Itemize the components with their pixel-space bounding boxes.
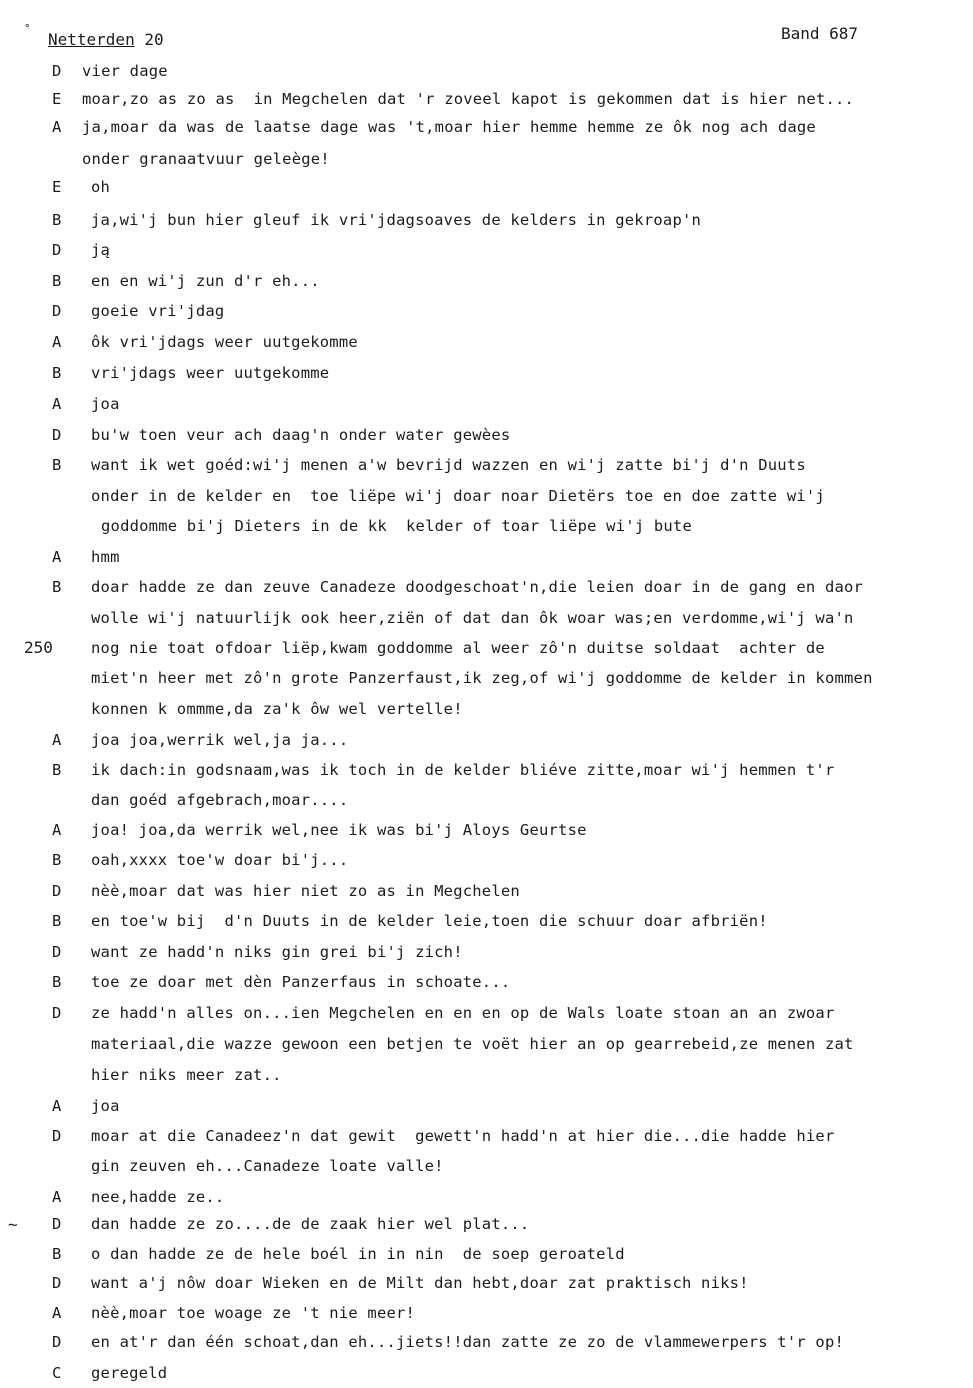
transcript-line: nèè,moar toe woage ze 't nie meer! bbox=[91, 1304, 416, 1322]
transcript-line: oah,xxxx toe'w doar bi'j... bbox=[91, 851, 349, 869]
speaker-label: B bbox=[52, 1245, 62, 1263]
transcript-line: en toe'w bij d'n Duuts in de kelder leie,toen die schuur doar afbriën! bbox=[91, 912, 768, 930]
speaker-label: A bbox=[52, 333, 62, 351]
speaker-label: B bbox=[52, 578, 62, 596]
speaker-label: D bbox=[52, 1274, 62, 1292]
speaker-label: B bbox=[52, 364, 62, 382]
speaker-label: A bbox=[52, 821, 62, 839]
speaker-label: D bbox=[52, 1127, 62, 1145]
speaker-label: D bbox=[52, 62, 62, 80]
speaker-label: A bbox=[52, 548, 62, 566]
transcript-line: nèè,moar dat was hier niet zo as in Megchelen bbox=[91, 882, 520, 900]
transcript-line: nee,hadde ze.. bbox=[91, 1188, 225, 1206]
place-name: Netterden bbox=[48, 30, 135, 49]
speaker-label: D bbox=[52, 1215, 62, 1233]
speaker-label: E bbox=[52, 178, 62, 196]
transcript-line: en at'r dan één schoat,dan eh...jiets!!dan zatte ze zo de vlammewerpers t'r op! bbox=[91, 1333, 845, 1351]
speaker-label: B bbox=[52, 211, 62, 229]
transcript-line: ze hadd'n alles on...ien Megchelen en en en op de Wals loate stoan an an zwoar bbox=[91, 1004, 835, 1022]
transcript-line: goeie vri'jdag bbox=[91, 302, 225, 320]
transcript-line: toe ze doar met dèn Panzerfaus in schoate... bbox=[91, 973, 511, 991]
transcript-line: joa bbox=[91, 395, 120, 413]
speaker-label: D bbox=[52, 426, 62, 444]
transcript-line: hier niks meer zat.. bbox=[91, 1066, 282, 1084]
transcript-line: o dan hadde ze de hele boél in in nin de soep geroateld bbox=[91, 1245, 625, 1263]
speaker-label: D bbox=[52, 882, 62, 900]
transcript-line: goddomme bi'j Dieters in de kk kelder of toar liëpe wi'j bute bbox=[101, 517, 692, 535]
transcript-line: bu'w toen veur ach daag'n onder water gewèes bbox=[91, 426, 511, 444]
transcript-line: want ik wet goéd:wi'j menen a'w bevrijd wazzen en wi'j zatte bi'j d'n Duuts bbox=[91, 456, 806, 474]
speaker-label: D bbox=[52, 943, 62, 961]
transcript-line: ją bbox=[91, 241, 111, 259]
transcript-line: konnen k ommme,da za'k ôw wel vertelle! bbox=[91, 700, 463, 718]
transcript-line: moar at die Canadeez'n dat gewit gewett'n hadd'n at hier die...die hadde hier bbox=[91, 1127, 835, 1145]
transcript-line: dan goéd afgebrach,moar.... bbox=[91, 791, 349, 809]
transcript-line: joa! joa,da werrik wel,nee ik was bi'j Aloys Geurtse bbox=[91, 821, 587, 839]
speaker-label: B bbox=[52, 912, 62, 930]
transcript-line: miet'n heer met zô'n grote Panzerfaust,ik zeg,of wi'j goddomme de kelder in kommen bbox=[91, 669, 873, 687]
corner-mark: ° bbox=[24, 22, 31, 35]
transcript-line: en en wi'j zun d'r eh... bbox=[91, 272, 320, 290]
page-title bbox=[48, 30, 164, 49]
speaker-label: A bbox=[52, 395, 62, 413]
speaker-label: D bbox=[52, 1333, 62, 1351]
band-label: Band 687 bbox=[781, 24, 859, 43]
margin-mark: ~ bbox=[8, 1215, 18, 1234]
transcript-line: materiaal,die wazze gewoon een betjen te voët hier an op gearrebeid,ze menen zat bbox=[91, 1035, 854, 1053]
transcript-line: moar,zo as zo as in Megchelen dat 'r zoveel kapot is gekommen dat is hier net... bbox=[82, 90, 855, 108]
transcript-line: gin zeuven eh...Canadeze loate valle! bbox=[91, 1157, 444, 1175]
line-number: 250 bbox=[24, 638, 53, 657]
speaker-label: A bbox=[52, 1188, 62, 1206]
speaker-label: B bbox=[52, 272, 62, 290]
transcript-line: dan hadde ze zo....de de zaak hier wel plat... bbox=[91, 1215, 530, 1233]
speaker-label: C bbox=[52, 1364, 62, 1382]
speaker-label: B bbox=[52, 456, 62, 474]
transcript-line: wolle wi'j natuurlijk ook heer,ziën of dat dan ôk woar was;en verdomme,wi'j wa'n bbox=[91, 609, 854, 627]
transcript-line: ja,moar da was de laatse dage was 't,moar hier hemme hemme ze ôk nog ach dage bbox=[82, 118, 816, 136]
transcript-line: vier dage bbox=[82, 62, 168, 80]
speaker-label: D bbox=[52, 302, 62, 320]
transcript-line: ik dach:in godsnaam,was ik toch in de kelder bliéve zitte,moar wi'j hemmen t'r bbox=[91, 761, 835, 779]
speaker-label: A bbox=[52, 1097, 62, 1115]
speaker-label: A bbox=[52, 118, 62, 136]
speaker-label: D bbox=[52, 241, 62, 259]
speaker-label: A bbox=[52, 731, 62, 749]
transcript-line: nog nie toat ofdoar liëp,kwam goddomme al weer zô'n duitse soldaat achter de bbox=[91, 639, 825, 657]
speaker-label: B bbox=[52, 851, 62, 869]
speaker-label: B bbox=[52, 761, 62, 779]
transcript-line: onder in de kelder en toe liëpe wi'j doar noar Dietërs toe en doe zatte wi'j bbox=[91, 487, 825, 505]
page-number: 20 bbox=[144, 30, 164, 49]
speaker-label: B bbox=[52, 973, 62, 991]
transcript-line: hmm bbox=[91, 548, 120, 566]
transcript-line: want ze hadd'n niks gin grei bi'j zich! bbox=[91, 943, 463, 961]
transcript-line: want a'j nôw doar Wieken en de Milt dan hebt,doar zat praktisch niks! bbox=[91, 1274, 749, 1292]
transcript-line: doar hadde ze dan zeuve Canadeze doodgeschoat'n,die leien doar in de gang en daor bbox=[91, 578, 864, 596]
speaker-label: D bbox=[52, 1004, 62, 1022]
transcript-line: joa bbox=[91, 1097, 120, 1115]
transcript-line: ôk vri'jdags weer uutgekomme bbox=[91, 333, 358, 351]
transcript-line: geregeld bbox=[91, 1364, 168, 1382]
transcript-line: vri'jdags weer uutgekomme bbox=[91, 364, 330, 382]
transcript-line: joa joa,werrik wel,ja ja... bbox=[91, 731, 349, 749]
transcript-line: ja,wi'j bun hier gleuf ik vri'jdagsoaves de kelders in gekroap'n bbox=[91, 211, 702, 229]
speaker-label: E bbox=[52, 90, 62, 108]
speaker-label: A bbox=[52, 1304, 62, 1322]
transcript-line: oh bbox=[91, 178, 111, 196]
transcript-line: onder granaatvuur geleège! bbox=[82, 150, 330, 168]
